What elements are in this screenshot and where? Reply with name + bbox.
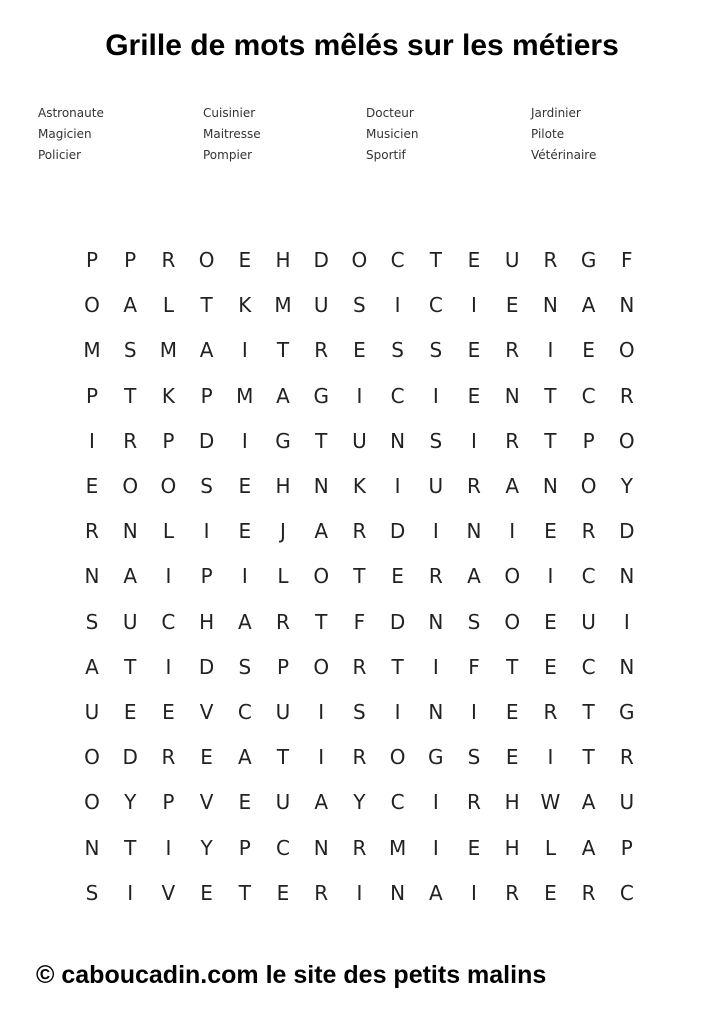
grid-letter: E [200, 745, 213, 770]
grid-letter: G [619, 700, 635, 724]
grid-letter: R [467, 790, 481, 815]
grid-letter: F [621, 248, 633, 272]
grid-letter: R [314, 880, 329, 905]
grid-letter: C [161, 609, 176, 634]
grid-letter: P [162, 790, 175, 815]
grid-letter: R [619, 745, 634, 770]
grid-letter: E [238, 474, 252, 498]
grid-letter: I [356, 383, 363, 408]
grid-letter: R [543, 248, 558, 272]
grid-letter: R [276, 609, 290, 634]
word-list-item: Sportif [366, 148, 406, 162]
grid-letter: N [542, 293, 558, 318]
grid-letter: A [123, 564, 138, 589]
grid-letter: N [84, 564, 100, 589]
word-list-item: Vétérinaire [531, 148, 597, 162]
grid-letter: O [618, 428, 635, 453]
grid-letter: A [237, 609, 252, 634]
grid-letter: R [352, 654, 367, 679]
word-list-item: Cuisinier [203, 106, 256, 120]
word-list-item: Docteur [366, 106, 414, 120]
grid-letter: P [276, 654, 290, 679]
grid-letter: A [314, 519, 329, 544]
grid-letter: D [313, 248, 329, 272]
grid-letter: N [122, 519, 138, 544]
grid-letter: I [471, 700, 477, 724]
grid-letter: N [619, 293, 635, 318]
grid-letter: Y [620, 474, 633, 498]
grid-letter: E [467, 248, 481, 272]
grid-letter: I [547, 745, 554, 770]
grid-letter: I [432, 835, 439, 860]
grid-letter: N [428, 609, 444, 634]
grid-letter: I [318, 700, 325, 724]
grid-letter: G [275, 428, 291, 453]
word-list-item: Pilote [531, 127, 565, 141]
grid-letter: L [162, 293, 174, 318]
grid-letter: J [280, 519, 286, 544]
grid-letter: H [275, 248, 291, 272]
grid-letter: C [619, 880, 634, 905]
grid-letter: H [504, 790, 520, 815]
grid-letter: U [122, 609, 138, 634]
grid-letter: I [165, 564, 172, 589]
grid-letter: I [471, 880, 477, 905]
grid-letter: E [200, 880, 213, 905]
grid-letter: R [161, 248, 176, 272]
grid-letter: O [84, 293, 100, 318]
grid-letter: T [124, 835, 137, 860]
grid-letter: R [505, 428, 520, 453]
grid-letter: I [432, 790, 439, 815]
grid-letter: I [89, 428, 95, 453]
grid-letter: N [466, 519, 482, 544]
grid-letter: L [277, 564, 289, 589]
grid-letter: O [160, 474, 177, 498]
grid-letter: D [389, 519, 406, 544]
grid-letter: E [162, 700, 175, 724]
grid-letter: I [318, 745, 325, 770]
grid-letter: I [241, 564, 248, 589]
grid-letter: C [428, 293, 443, 318]
grid-letter: S [429, 428, 443, 453]
grid-letter: P [85, 248, 99, 272]
grid-letter: A [581, 293, 596, 318]
word-list [38, 105, 678, 175]
grid-letter: G [580, 248, 597, 272]
grid-letter: U [352, 428, 367, 453]
grid-letter: A [467, 564, 481, 589]
grid-letter: T [124, 654, 137, 679]
grid-letter: O [198, 248, 215, 272]
grid-letter: T [353, 564, 366, 589]
grid-letter: O [84, 745, 100, 770]
grid-letter: I [471, 293, 477, 318]
grid-letter: O [580, 474, 597, 498]
grid-letter: I [509, 519, 516, 544]
grid-letter: I [165, 654, 172, 679]
grid-letter: Y [353, 790, 366, 815]
grid-letter: A [314, 790, 329, 815]
grid-letter: D [619, 519, 635, 544]
grid-letter: N [313, 835, 329, 860]
grid-letter: R [352, 519, 367, 544]
grid-letter: I [394, 700, 401, 724]
letter-grid [72, 240, 652, 910]
grid-letter: O [313, 564, 330, 589]
grid-letter: E [238, 519, 252, 544]
grid-letter: D [122, 745, 138, 770]
grid-letter: A [428, 880, 443, 905]
grid-letter: N [390, 428, 406, 453]
grid-letter: N [428, 700, 444, 724]
grid-letter: N [84, 835, 100, 860]
grid-letter: R [581, 880, 596, 905]
grid-letter: O [313, 654, 330, 679]
grid-letter: V [199, 790, 214, 815]
grid-letter: F [468, 654, 480, 679]
grid-letter: K [161, 383, 175, 408]
grid-letter: U [275, 700, 291, 724]
grid-letter: I [165, 835, 172, 860]
grid-letter: P [200, 564, 213, 589]
grid-letter: A [581, 790, 596, 815]
grid-letter: I [471, 428, 477, 453]
grid-letter: N [619, 654, 635, 679]
grid-letter: E [467, 338, 481, 363]
grid-letter: A [199, 338, 214, 363]
grid-letter: H [504, 835, 520, 860]
grid-letter: O [504, 564, 521, 589]
grid-letter: A [123, 293, 138, 318]
grid-letter: M [159, 338, 178, 363]
word-list-item: Magicien [38, 127, 92, 141]
grid-letter: S [353, 293, 366, 318]
grid-letter: T [200, 293, 213, 318]
grid-letter: S [238, 654, 252, 679]
grid-letter: E [544, 609, 557, 634]
grid-letter: R [161, 745, 176, 770]
grid-letter: R [428, 564, 443, 589]
grid-letter: I [203, 519, 210, 544]
grid-letter: Y [124, 790, 137, 815]
grid-letter: D [198, 428, 215, 453]
grid-letter: E [544, 519, 557, 544]
grid-letter: I [127, 880, 134, 905]
grid-letter: E [505, 293, 519, 318]
grid-letter: E [467, 835, 481, 860]
grid-letter: P [85, 383, 99, 408]
grid-letter: U [313, 293, 329, 318]
grid-letter: D [198, 654, 215, 679]
grid-letter: S [391, 338, 404, 363]
grid-letter: A [581, 835, 596, 860]
grid-letter: I [547, 564, 554, 589]
page-title: Grille de mots mêlés sur les métiers [105, 29, 619, 62]
grid-letter: R [581, 519, 596, 544]
grid-letter: F [353, 609, 366, 634]
grid-letter: E [544, 654, 557, 679]
grid-letter: R [505, 338, 520, 363]
grid-letter: T [238, 880, 251, 905]
grid-letter: E [238, 248, 252, 272]
grid-letter: R [619, 383, 634, 408]
grid-letter: I [241, 428, 248, 453]
grid-letter: I [394, 293, 401, 318]
footer-credit: © caboucadin.com le site des petits malins [36, 961, 547, 989]
grid-letter: L [162, 519, 174, 544]
grid-letter: R [352, 835, 367, 860]
grid-letter: T [276, 745, 290, 770]
grid-letter: O [389, 745, 406, 770]
grid-letter: O [351, 248, 368, 272]
grid-letter: P [124, 248, 137, 272]
grid-letter: T [544, 383, 557, 408]
grid-letter: E [238, 790, 252, 815]
grid-letter: H [275, 474, 291, 498]
grid-letter: O [122, 474, 139, 498]
grid-letter: O [504, 609, 521, 634]
grid-letter: Y [200, 835, 213, 860]
grid-letter: U [275, 790, 291, 815]
grid-letter: I [547, 338, 554, 363]
grid-letter: T [582, 700, 595, 724]
grid-letter: N [390, 880, 406, 905]
grid-letter: E [505, 700, 519, 724]
grid-letter: P [200, 383, 213, 408]
grid-letter: T [429, 248, 442, 272]
grid-letter: C [390, 248, 405, 272]
grid-letter: G [313, 383, 329, 408]
grid-letter: E [123, 700, 137, 724]
grid-letter: E [353, 338, 366, 363]
grid-letter: S [85, 609, 99, 634]
grid-letter: N [619, 564, 635, 589]
grid-letter: T [315, 428, 328, 453]
grid-letter: E [85, 474, 99, 498]
grid-letter: S [353, 700, 366, 724]
grid-letter: C [276, 835, 290, 860]
grid-letter: V [161, 880, 176, 905]
grid-letter: E [544, 880, 557, 905]
grid-letter: R [467, 474, 481, 498]
grid-letter: P [582, 428, 595, 453]
grid-letter: W [540, 790, 561, 815]
grid-letter: H [199, 609, 215, 634]
grid-letter: A [276, 383, 290, 408]
grid-letter: R [505, 880, 520, 905]
grid-letter: S [85, 880, 99, 905]
grid-letter: O [84, 790, 100, 815]
grid-letter: R [314, 338, 329, 363]
grid-letter: C [581, 564, 596, 589]
grid-letter: T [582, 745, 595, 770]
word-list-item: Policier [38, 148, 82, 162]
grid-letter: E [582, 338, 595, 363]
grid-letter: M [388, 835, 407, 860]
grid-letter: U [504, 248, 520, 272]
word-list-item: Pompier [203, 148, 253, 162]
grid-letter: S [467, 745, 481, 770]
grid-letter: E [391, 564, 404, 589]
grid-letter: I [432, 654, 439, 679]
grid-letter: M [83, 338, 101, 363]
word-list-item: Maitresse [203, 127, 261, 141]
grid-letter: N [313, 474, 329, 498]
grid-letter: I [394, 474, 401, 498]
grid-letter: U [619, 790, 635, 815]
grid-letter: A [505, 474, 520, 498]
grid-letter: N [542, 474, 558, 498]
grid-letter: C [390, 790, 405, 815]
grid-letter: E [276, 880, 290, 905]
word-list-item: Musicien [366, 127, 419, 141]
grid-letter: A [85, 654, 99, 679]
grid-letter: S [123, 338, 137, 363]
grid-letter: C [581, 383, 596, 408]
grid-letter: U [84, 700, 100, 724]
grid-letter: I [623, 609, 630, 634]
word-list-item: Astronaute [38, 106, 104, 120]
grid-letter: U [428, 474, 444, 498]
grid-letter: O [618, 338, 635, 363]
grid-letter: D [389, 609, 406, 634]
grid-letter: U [581, 609, 596, 634]
grid-letter: S [467, 609, 481, 634]
grid-letter: T [391, 654, 404, 679]
grid-letter: R [85, 519, 99, 544]
grid-letter: I [432, 519, 439, 544]
grid-letter: I [241, 338, 248, 363]
grid-letter: N [504, 383, 520, 408]
grid-letter: M [274, 293, 292, 318]
grid-letter: R [352, 745, 367, 770]
grid-letter: G [428, 745, 444, 770]
grid-letter: L [544, 835, 556, 860]
grid-letter: P [162, 428, 175, 453]
grid-letter: S [200, 474, 213, 498]
grid-letter: I [432, 383, 439, 408]
grid-letter: T [544, 428, 557, 453]
grid-letter: E [467, 383, 481, 408]
word-list-item: Jardinier [531, 106, 581, 120]
grid-letter: P [238, 835, 251, 860]
grid-letter: I [356, 880, 363, 905]
grid-letter: C [581, 654, 596, 679]
grid-letter: C [237, 700, 252, 724]
grid-letter: T [315, 609, 328, 634]
grid-letter: K [352, 474, 366, 498]
grid-letter: T [276, 338, 290, 363]
grid-letter: M [236, 383, 254, 408]
grid-letter: R [543, 700, 558, 724]
grid-letter: P [620, 835, 633, 860]
grid-letter: K [238, 293, 252, 318]
grid-letter: R [123, 428, 138, 453]
grid-letter: T [124, 383, 137, 408]
grid-letter: S [429, 338, 443, 363]
grid-letter: V [199, 700, 214, 724]
grid-letter: A [237, 745, 252, 770]
grid-letter: E [505, 745, 519, 770]
grid-letter: T [506, 654, 519, 679]
grid-letter: C [390, 383, 405, 408]
